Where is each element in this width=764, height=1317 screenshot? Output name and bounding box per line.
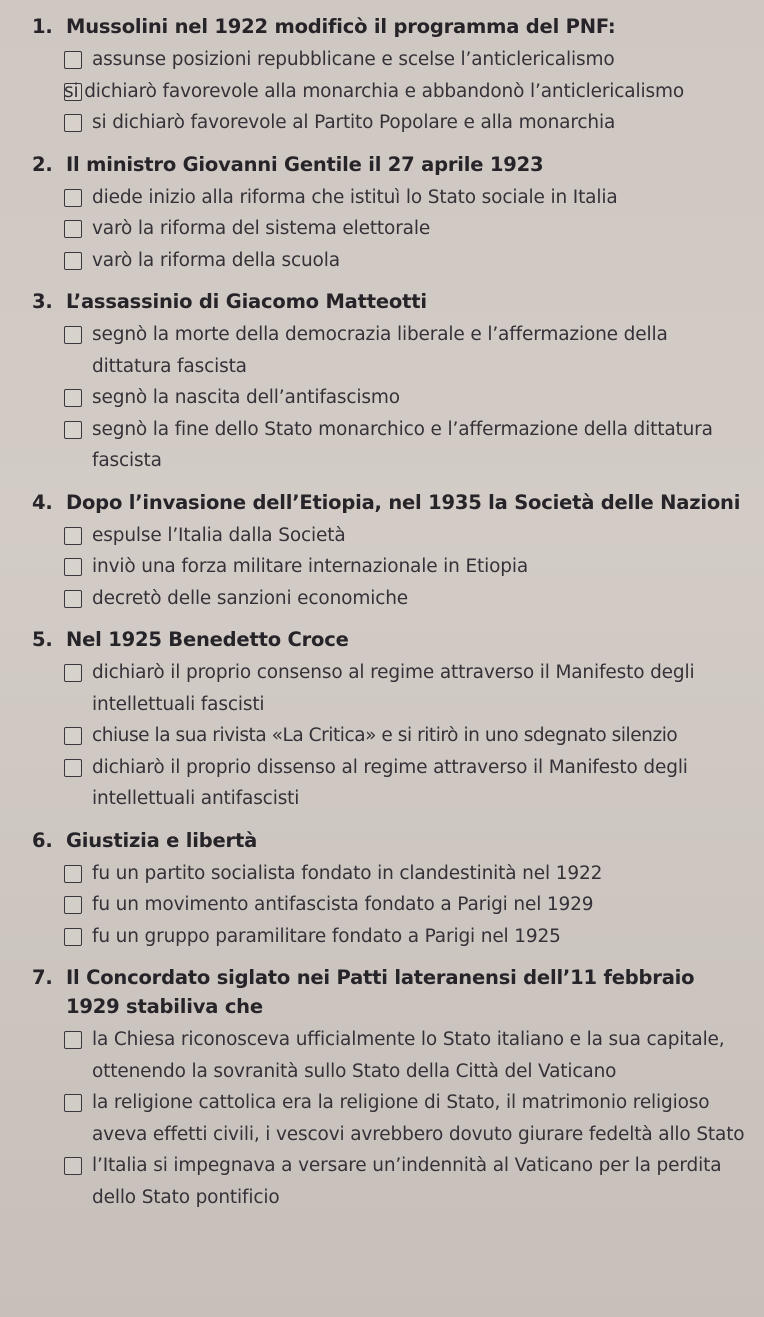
option-text: segnò la nascita dell’antifascismo — [92, 387, 400, 408]
option-text: varò la riforma della scuola — [92, 249, 340, 271]
checkbox[interactable] — [64, 51, 82, 69]
answer-option[interactable] — [32, 44, 746, 76]
checkbox[interactable] — [64, 1094, 82, 1112]
checkbox[interactable] — [64, 896, 82, 914]
question-heading — [32, 287, 746, 316]
question-number: 3. — [32, 290, 53, 313]
question-heading — [32, 12, 746, 41]
checkbox[interactable] — [64, 1157, 82, 1175]
option-text: fu un movimento antifascista fondato a Parigi nel 1929 — [92, 894, 594, 915]
option-text: espulse l’Italia dalla Società — [92, 524, 346, 546]
question-number: 7. — [32, 966, 53, 989]
checkbox[interactable] — [64, 865, 82, 883]
question-heading — [32, 625, 746, 654]
answer-option[interactable] — [32, 551, 746, 583]
answer-option[interactable] — [32, 720, 746, 752]
question-2 — [32, 150, 746, 277]
answer-option[interactable] — [32, 319, 746, 382]
question-text: Il ministro Giovanni Gentile il 27 aprile 1923 — [66, 152, 544, 176]
answer-option[interactable] — [32, 76, 746, 108]
answer-option[interactable] — [32, 382, 746, 414]
option-text: assunse posizioni repubblicane e scelse l’anticlericalismo — [92, 49, 615, 70]
answer-option[interactable] — [32, 182, 746, 214]
checkbox[interactable] — [64, 664, 82, 682]
answer-option[interactable] — [32, 583, 746, 615]
option-text: la Chiesa riconosceva ufficialmente lo Stato italiano e la sua capitale, ottenendo la sovranità sullo Stato della Città del Vaticano — [92, 1029, 725, 1082]
question-5 — [32, 625, 746, 815]
question-number: 4. — [32, 490, 53, 514]
question-number: 5. — [32, 628, 53, 651]
checkbox[interactable] — [64, 220, 82, 238]
question-number: 6. — [32, 828, 53, 852]
question-number: 2. — [32, 152, 53, 176]
checkbox[interactable] — [64, 421, 82, 439]
option-text: segnò la morte della democrazia liberale e l’affermazione della dittatura fascista — [92, 324, 668, 377]
question-7 — [32, 963, 746, 1213]
option-text: l’Italia si impegnava a versare un’indennità al Vaticano per la perdita dello Stato pontificio — [92, 1155, 722, 1208]
option-text: inviò una forza militare internazionale in Etiopia — [92, 556, 529, 577]
answer-option[interactable] — [32, 1087, 746, 1150]
answer-option[interactable] — [32, 1150, 746, 1213]
question-text: Il Concordato siglato nei Patti lateranensi dell’11 febbraio 1929 stabiliva che — [66, 966, 695, 1018]
question-6 — [32, 826, 746, 953]
checkbox[interactable] — [64, 114, 82, 132]
option-text: la religione cattolica era la religione di Stato, il matrimonio religioso aveva effetti civili, i vescovi avrebbero dovuto giurare fedeltà allo Stato — [92, 1092, 745, 1145]
checkbox[interactable] — [64, 759, 82, 777]
checkbox[interactable] — [64, 1031, 82, 1049]
option-text: chiuse la sua rivista «La Critica» e si ritirò in uno sdegnato silenzio — [92, 725, 678, 746]
question-text: Giustizia e libertà — [66, 828, 258, 852]
question-text: L’assassinio di Giacomo Matteotti — [66, 290, 427, 313]
checkbox[interactable] — [64, 727, 82, 745]
checkbox[interactable] — [64, 590, 82, 608]
answer-option[interactable] — [32, 657, 746, 720]
answer-option[interactable] — [32, 245, 746, 277]
checkbox[interactable] — [64, 252, 82, 270]
answer-option[interactable] — [32, 921, 746, 953]
answer-option[interactable] — [32, 858, 746, 890]
answer-option[interactable] — [32, 752, 746, 815]
question-4 — [32, 488, 746, 615]
answer-option[interactable] — [32, 520, 746, 552]
question-number: 1. — [32, 15, 53, 38]
question-heading — [32, 150, 746, 179]
option-text: decretò delle sanzioni economiche — [92, 587, 409, 609]
option-text: si dichiarò favorevole alla monarchia e abbandonò l’anticlericalismo — [64, 80, 684, 102]
checkbox[interactable] — [64, 389, 82, 407]
answer-option[interactable] — [32, 889, 746, 921]
question-text: Nel 1925 Benedetto Croce — [66, 628, 349, 651]
checkbox[interactable] — [64, 527, 82, 545]
answer-option[interactable] — [32, 414, 746, 477]
checkbox[interactable] — [64, 326, 82, 344]
question-text: Dopo l’invasione dell’Etiopia, nel 1935 la Società delle Nazioni — [66, 490, 741, 514]
question-heading — [32, 826, 746, 855]
question-heading — [32, 488, 746, 517]
option-text: si dichiarò favorevole al Partito Popolare e alla monarchia — [92, 112, 616, 133]
option-text: dichiarò il proprio consenso al regime attraverso il Manifesto degli intellettuali fascisti — [92, 662, 695, 715]
question-1 — [32, 12, 746, 139]
question-heading — [32, 963, 746, 1021]
option-text: fu un partito socialista fondato in clandestinità nel 1922 — [92, 862, 603, 884]
question-3 — [32, 287, 746, 477]
checkbox[interactable] — [64, 558, 82, 576]
checkbox[interactable] — [64, 189, 82, 207]
question-text: Mussolini nel 1922 modificò il programma del PNF: — [66, 15, 616, 38]
option-text: dichiarò il proprio dissenso al regime attraverso il Manifesto degli intellettuali antifascisti — [92, 756, 688, 809]
checkbox[interactable] — [64, 928, 82, 946]
answer-option[interactable] — [32, 213, 746, 245]
answer-option[interactable] — [32, 1024, 746, 1087]
answer-option[interactable] — [32, 107, 746, 139]
option-text: diede inizio alla riforma che istituì lo Stato sociale in Italia — [92, 186, 618, 208]
option-text: varò la riforma del sistema elettorale — [92, 218, 431, 239]
option-text: fu un gruppo paramilitare fondato a Parigi nel 1925 — [92, 925, 561, 947]
option-text: segnò la fine dello Stato monarchico e l’affermazione della dittatura fascista — [92, 418, 713, 471]
